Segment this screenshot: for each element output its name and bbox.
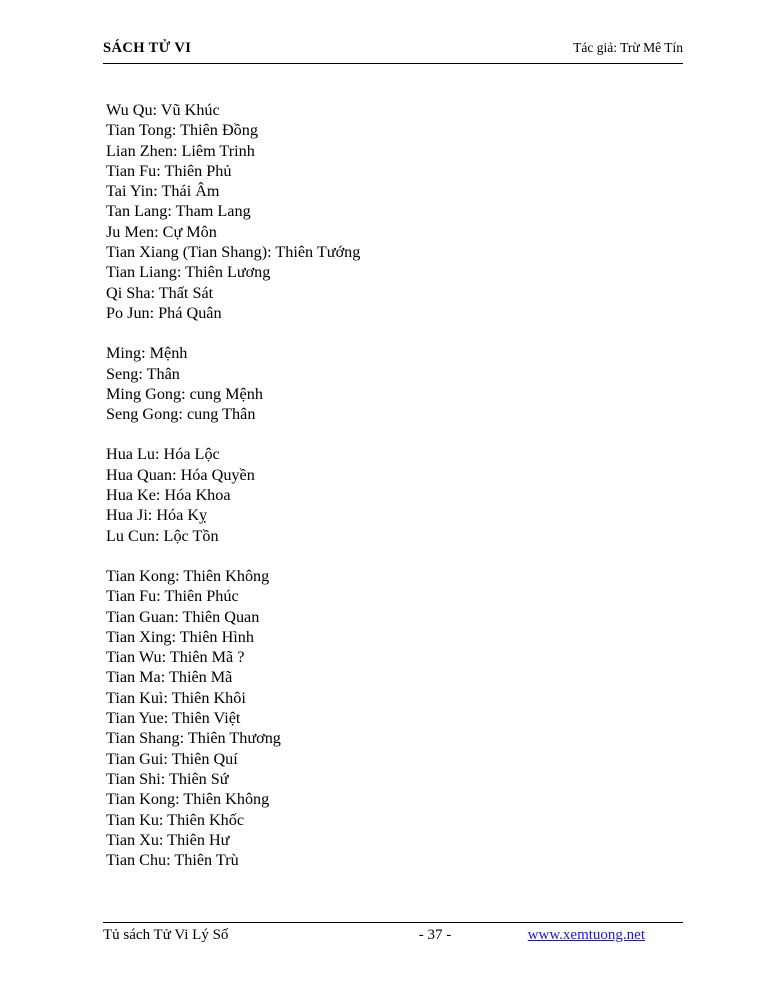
- page-body: [106, 100, 686, 870]
- text-line: Tian Xu: Thiên Hư: [106, 830, 230, 849]
- text-line: Qi Sha: Thất Sát: [106, 283, 214, 302]
- text-line: Tan Lang: Tham Lang: [106, 202, 251, 221]
- header-author: Tác giả: Trừ Mê Tín: [573, 40, 683, 55]
- header-book-title: SÁCH TỬ VI: [103, 40, 192, 56]
- text-line: Tian Guan: Thiên Quan: [106, 607, 260, 626]
- text-line: Tian Shi: Thiên Sứ: [106, 769, 229, 788]
- text-line: Tian Xing: Thiên Hình: [106, 627, 254, 646]
- text-line: Ju Men: Cự Môn: [106, 222, 217, 241]
- text-line: Lian Zhen: Liêm Trinh: [106, 141, 255, 160]
- text-line: Ming: Mệnh: [106, 344, 188, 363]
- text-line: Tian Gui: Thiên Quí: [106, 749, 238, 768]
- text-line: Tian Wu: Thiên Mã ?: [106, 648, 245, 667]
- text-line: Lu Cun: Lộc Tồn: [106, 526, 219, 545]
- footer-website[interactable]: [505, 927, 683, 944]
- text-line: Hua Lu: Hóa Lộc: [106, 445, 220, 464]
- text-line: Hua Ke: Hóa Khoa: [106, 486, 231, 505]
- text-line: Tian Xiang (Tian Shang): Thiên Tướng: [106, 243, 361, 262]
- text-line: Tian Shang: Thiên Thương: [106, 729, 281, 748]
- footer-divider: [103, 922, 683, 923]
- text-line: Ming Gong: cung Mệnh: [106, 384, 263, 403]
- page-header: [103, 40, 683, 57]
- text-block: [106, 343, 686, 424]
- text-line: Tian Kong: Thiên Không: [106, 566, 270, 585]
- text-line: Po Jun: Phá Quân: [106, 303, 222, 322]
- text-line: Hua Ji: Hóa Kỵ: [106, 506, 208, 525]
- page-number: - 37 -: [418, 927, 452, 943]
- text-line: Tian Kuì: Thiên Khôi: [106, 688, 246, 707]
- text-line: Tian Liang: Thiên Lương: [106, 263, 271, 282]
- website-link[interactable]: www.xemtuong.net: [527, 927, 645, 943]
- text-line: Tian Fu: Thiên Phủ: [106, 161, 232, 180]
- text-line: Tian Yue: Thiên Việt: [106, 709, 241, 728]
- text-line: Tian Tong: Thiên Đồng: [106, 121, 258, 140]
- text-line: Tian Kong: Thiên Không: [106, 790, 270, 809]
- text-line: Tian Ma: Thiên Mã: [106, 668, 233, 687]
- text-line: Tian Chu: Thiên Trù: [106, 851, 239, 870]
- text-line: Tai Yin: Thái Âm: [106, 182, 220, 201]
- text-block: [106, 100, 686, 323]
- text-line: Wu Qu: Vũ Khúc: [106, 101, 220, 119]
- text-line: Tian Fu: Thiên Phúc: [106, 587, 239, 606]
- page-footer: [103, 927, 683, 944]
- text-block: [106, 444, 686, 545]
- text-block: [106, 566, 686, 870]
- text-line: Hua Quan: Hóa Quyền: [106, 465, 255, 484]
- text-line: Tian Ku: Thiên Khốc: [106, 810, 245, 829]
- text-line: Seng Gong: cung Thân: [106, 405, 256, 424]
- header-divider: [103, 63, 683, 64]
- footer-collection: Tủ sách Tử Vi Lý Số: [103, 927, 229, 943]
- text-line: Seng: Thân: [106, 364, 180, 383]
